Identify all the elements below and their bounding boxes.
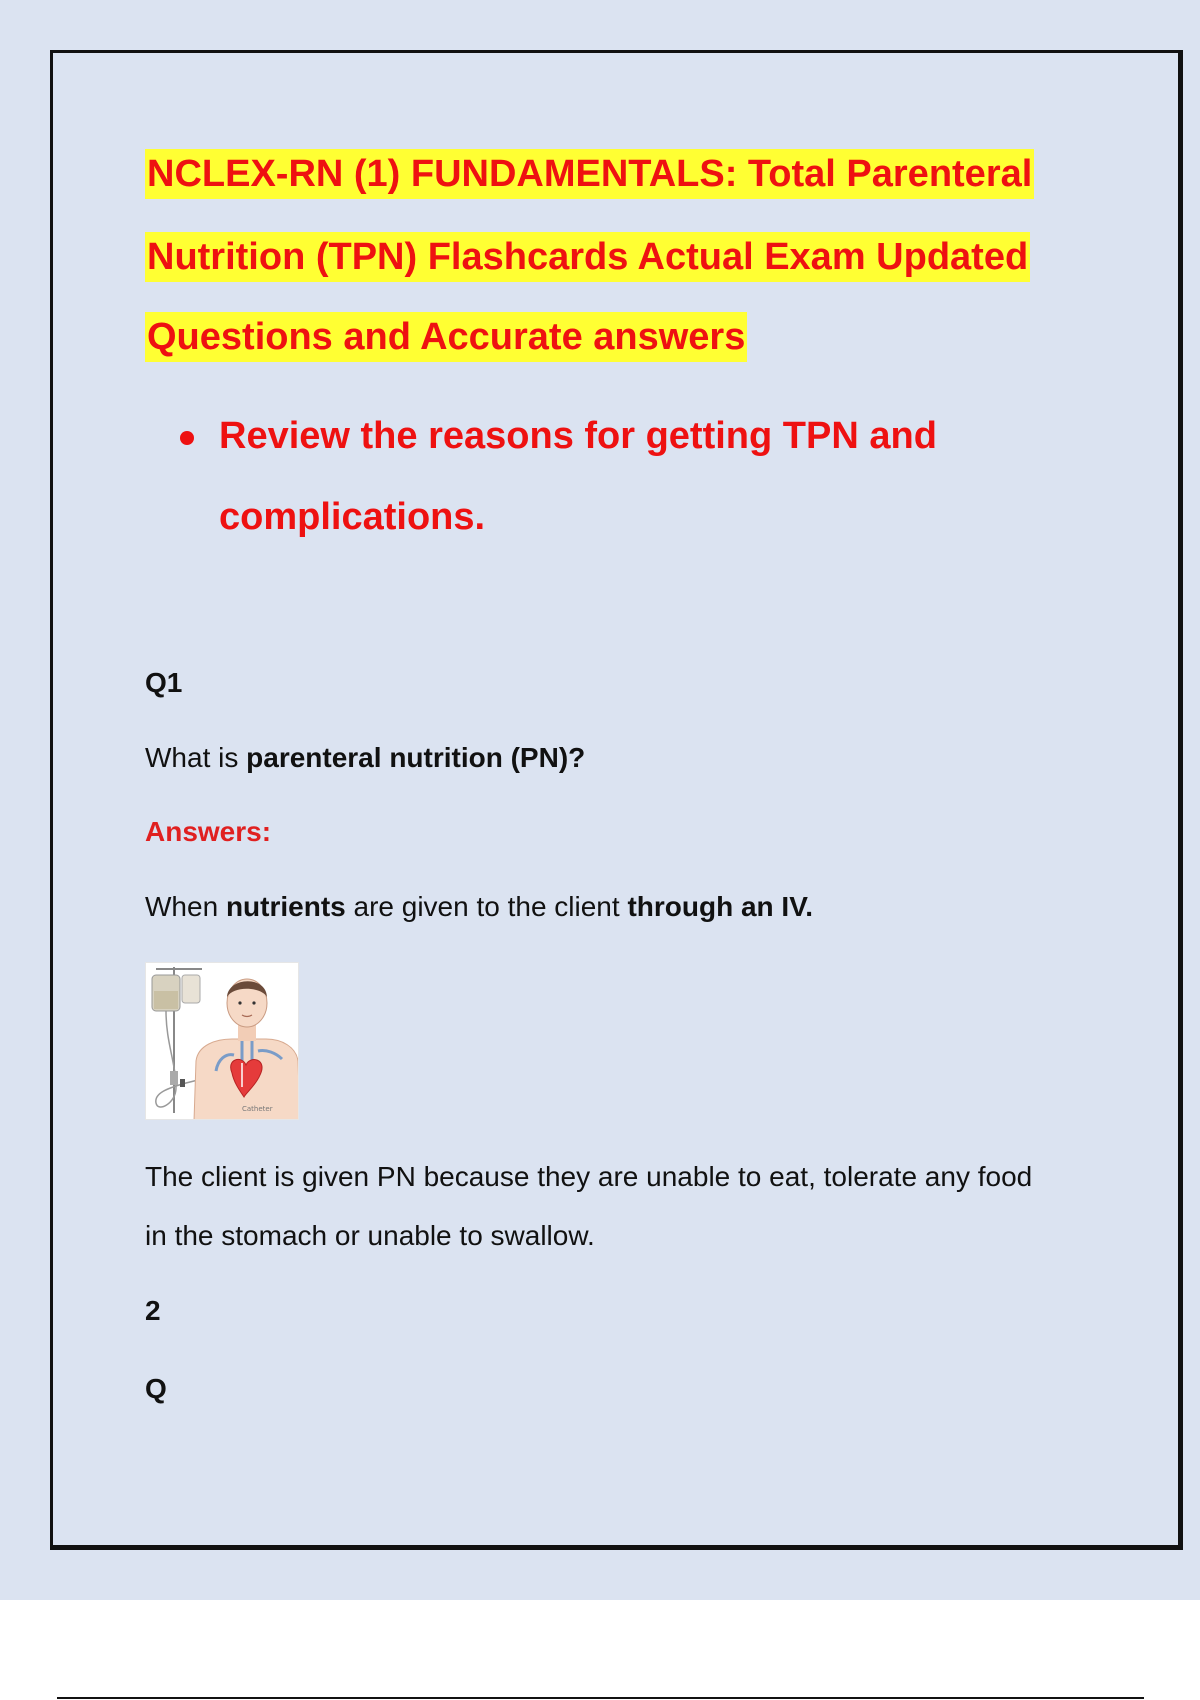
footer-rule xyxy=(57,1697,1144,1699)
answer-part-2: nutrients xyxy=(225,891,346,922)
question-2-label: Q xyxy=(145,1373,167,1404)
explanation-line-2: in the stomach or unable to swallow. xyxy=(145,1220,595,1251)
question-2-number: 2 xyxy=(145,1295,161,1326)
bullet-item xyxy=(182,413,937,459)
question-1-bold: parenteral nutrition (PN)? xyxy=(246,742,586,773)
question-1-label: Q1 xyxy=(145,667,183,698)
answer-1-text xyxy=(145,890,813,924)
question-1-plain: What is xyxy=(145,742,247,773)
answer-part-1: When xyxy=(145,891,226,922)
bullet-line-1: Review the reasons for getting TPN and xyxy=(219,415,937,457)
title-line-1: NCLEX-RN (1) FUNDAMENTALS: Total Parenteral xyxy=(145,149,1034,199)
catheter-label: Catheter xyxy=(242,1105,273,1113)
answers-label: Answers: xyxy=(145,816,272,847)
tpn-catheter-illustration-icon xyxy=(146,963,299,1120)
bullet-line-2: complications. xyxy=(219,496,486,538)
title-line-3: Questions and Accurate answers xyxy=(145,312,747,362)
tpn-illustration xyxy=(145,962,299,1120)
title-line-2: Nutrition (TPN) Flashcards Actual Exam Updated xyxy=(145,232,1030,282)
answer-part-3: are given to the client xyxy=(345,891,628,922)
answer-part-4: through an IV. xyxy=(627,891,814,922)
explanation-line-1: The client is given PN because they are unable to eat, tolerate any food xyxy=(145,1161,1033,1192)
question-1-text xyxy=(145,741,585,775)
bullet-dot-icon xyxy=(180,431,194,445)
